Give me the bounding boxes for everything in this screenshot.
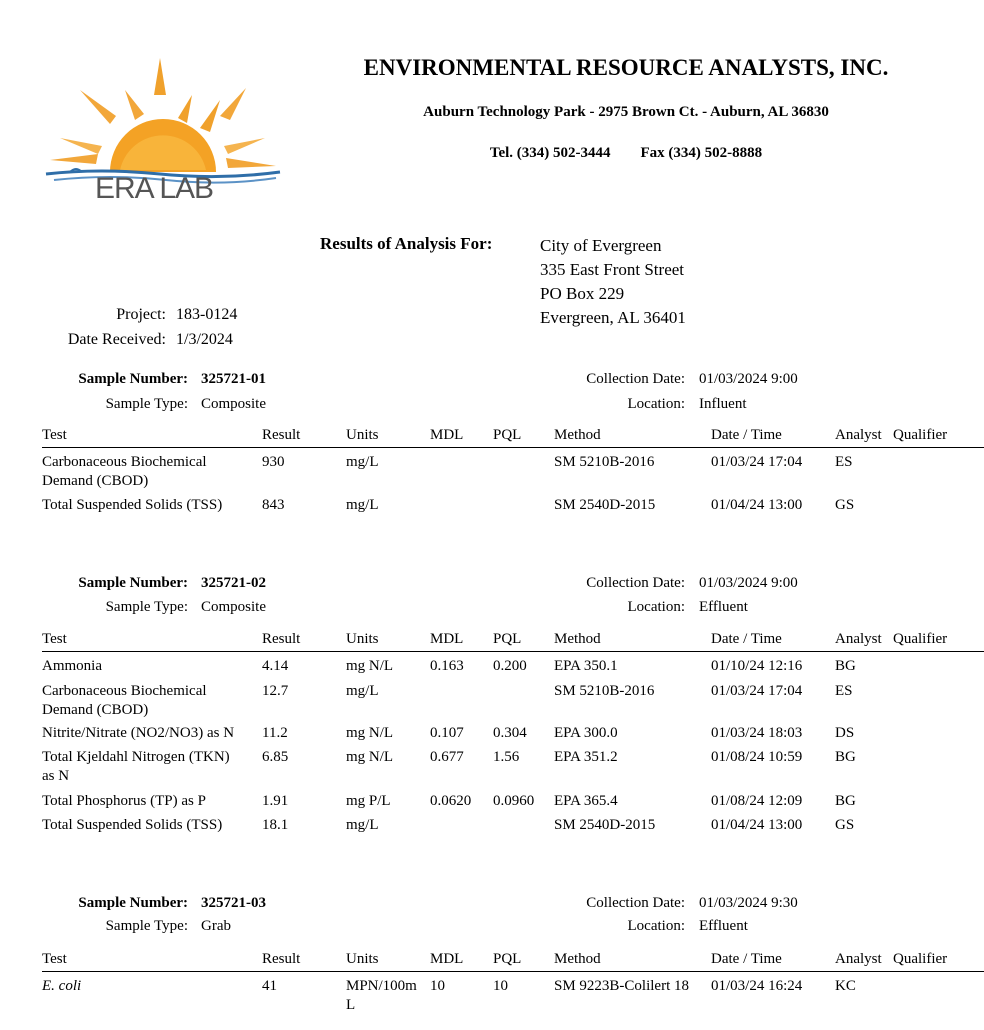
company-name: ENVIRONMENTAL RESOURCE ANALYSTS, INC. — [363, 55, 889, 80]
col-date-time: Date / Time — [711, 427, 782, 443]
table-header — [42, 631, 984, 652]
col-pql: PQL — [493, 427, 522, 443]
col-result: Result — [262, 427, 301, 443]
col-units: Units — [346, 427, 379, 443]
col-result: Result — [262, 631, 301, 647]
cell-result: 930 — [262, 454, 285, 470]
cell-test: Carbonaceous Biochemical Demand (CBOD) — [42, 683, 207, 718]
col-method: Method — [554, 951, 601, 967]
col-date-time: Date / Time — [711, 951, 782, 967]
cell-date-time: 01/10/24 12:16 — [711, 658, 803, 674]
col-result: Result — [262, 951, 301, 967]
col-method: Method — [554, 427, 601, 443]
cell-analyst: ES — [835, 683, 853, 699]
col-method: Method — [554, 631, 601, 647]
cell-method: EPA 365.4 — [554, 793, 618, 809]
project-label: Project: — [116, 306, 166, 323]
cell-mdl: 0.0620 — [430, 793, 472, 809]
cell-test: E. coli — [42, 978, 82, 994]
table-header — [42, 427, 984, 448]
sample-number-label: Sample Number: — [78, 895, 188, 911]
sample-type-value: Composite — [201, 599, 267, 615]
cell-date-time: 01/08/24 10:59 — [711, 749, 803, 765]
cell-date-time: 01/03/24 16:24 — [711, 978, 803, 994]
cell-test: Nitrite/Nitrate (NO2/NO3) as N — [42, 725, 235, 741]
col-pql: PQL — [493, 631, 522, 647]
cell-mdl: 10 — [430, 978, 445, 994]
client-address — [540, 234, 686, 330]
col-units: Units — [346, 631, 379, 647]
sample-number-value: 325721-01 — [201, 371, 266, 387]
cell-units: mg/L — [346, 683, 379, 699]
col-pql: PQL — [493, 951, 522, 967]
cell-result: 12.7 — [262, 683, 289, 699]
collection-date-label: Collection Date: — [586, 895, 685, 911]
col-units: Units — [346, 951, 379, 967]
collection-date-value: 01/03/2024 9:00 — [699, 575, 798, 591]
cell-pql: 1.56 — [493, 749, 520, 765]
sample-number-label: Sample Number: — [78, 371, 188, 387]
cell-date-time: 01/04/24 13:00 — [711, 817, 803, 833]
cell-mdl: 0.677 — [430, 749, 464, 765]
cell-analyst: GS — [835, 817, 855, 833]
sample-number-value: 325721-03 — [201, 895, 266, 911]
col-mdl: MDL — [430, 631, 464, 647]
cell-test: Total Phosphorus (TP) as P — [42, 793, 206, 809]
col-test: Test — [42, 951, 67, 967]
cell-pql: 0.304 — [493, 725, 527, 741]
cell-mdl: 0.107 — [430, 725, 464, 741]
location-value: Influent — [699, 396, 747, 412]
col-qualifier: Qualifier — [893, 427, 948, 443]
location-value: Effluent — [699, 918, 748, 934]
col-date-time: Date / Time — [711, 631, 782, 647]
fax-number: Fax (334) 502-8888 — [640, 145, 763, 161]
cell-test: Total Kjeldahl Nitrogen (TKN) as N — [42, 749, 230, 784]
cell-analyst: BG — [835, 749, 856, 765]
cell-date-time: 01/03/24 18:03 — [711, 725, 803, 741]
cell-analyst: BG — [835, 793, 856, 809]
location-value: Effluent — [699, 599, 748, 615]
col-mdl: MDL — [430, 951, 464, 967]
col-mdl: MDL — [430, 427, 464, 443]
cell-result: 11.2 — [262, 725, 288, 741]
col-test: Test — [42, 631, 67, 647]
cell-date-time: 01/03/24 17:04 — [711, 454, 803, 470]
sample-type-value: Composite — [201, 396, 267, 412]
client-line: Evergreen, AL 36401 — [540, 308, 686, 327]
cell-result: 41 — [262, 978, 277, 994]
cell-result: 843 — [262, 497, 285, 513]
cell-pql: 0.200 — [493, 658, 527, 674]
cell-method: SM 2540D-2015 — [554, 817, 656, 833]
cell-method: SM 5210B-2016 — [554, 454, 655, 470]
company-address: Auburn Technology Park - 2975 Brown Ct. - Auburn, AL 36830 — [423, 104, 829, 120]
cell-method: EPA 351.2 — [554, 749, 618, 765]
company-phone — [0, 145, 984, 162]
cell-result: 6.85 — [262, 749, 289, 765]
cell-pql: 10 — [493, 978, 508, 994]
cell-mdl: 0.163 — [430, 658, 464, 674]
cell-date-time: 01/08/24 12:09 — [711, 793, 803, 809]
sample-type-label: Sample Type: — [105, 396, 188, 412]
date-received-label: Date Received: — [67, 331, 166, 348]
tel-number: Tel. (334) 502-3444 — [489, 145, 611, 161]
location-label: Location: — [627, 599, 685, 615]
cell-analyst: KC — [835, 978, 856, 994]
cell-result: 18.1 — [262, 817, 289, 833]
cell-analyst: BG — [835, 658, 856, 674]
sample-type-label: Sample Type: — [105, 918, 188, 934]
cell-units: mg N/L — [346, 658, 394, 674]
project-value: 183-0124 — [176, 306, 238, 323]
cell-method: SM 2540D-2015 — [554, 497, 656, 513]
collection-date-label: Collection Date: — [586, 575, 685, 591]
cell-test: Total Suspended Solids (TSS) — [42, 817, 223, 833]
col-qualifier: Qualifier — [893, 951, 948, 967]
collection-date-value: 01/03/2024 9:00 — [699, 371, 798, 387]
cell-method: SM 9223B-Colilert 18 — [554, 978, 690, 994]
cell-analyst: DS — [835, 725, 855, 741]
col-test: Test — [42, 427, 67, 443]
collection-date-label: Collection Date: — [586, 371, 685, 387]
location-label: Location: — [627, 396, 685, 412]
collection-date-value: 01/03/2024 9:30 — [699, 895, 798, 911]
cell-units: mg/L — [346, 817, 379, 833]
cell-test: Total Suspended Solids (TSS) — [42, 497, 223, 513]
sample-type-value: Grab — [201, 918, 231, 934]
sample-number-label: Sample Number: — [78, 575, 188, 591]
col-qualifier: Qualifier — [893, 631, 948, 647]
col-analyst: Analyst — [835, 951, 882, 967]
cell-date-time: 01/03/24 17:04 — [711, 683, 803, 699]
cell-units: mg/L — [346, 497, 379, 513]
cell-units: mg P/L — [346, 793, 391, 809]
cell-date-time: 01/04/24 13:00 — [711, 497, 803, 513]
cell-result: 1.91 — [262, 793, 289, 809]
logo-text: ERA LAB — [95, 172, 214, 205]
cell-analyst: ES — [835, 454, 853, 470]
cell-method: EPA 300.0 — [554, 725, 618, 741]
results-for-label: Results of Analysis For: — [320, 234, 493, 253]
cell-units: MPN/100mL — [346, 978, 417, 1013]
cell-units: mg N/L — [346, 749, 394, 765]
client-line: PO Box 229 — [540, 284, 625, 303]
cell-units: mg N/L — [346, 725, 394, 741]
col-analyst: Analyst — [835, 427, 882, 443]
cell-analyst: GS — [835, 497, 855, 513]
sample-type-label: Sample Type: — [105, 599, 188, 615]
table-header — [42, 951, 984, 972]
cell-result: 4.14 — [262, 658, 289, 674]
sample-number-value: 325721-02 — [201, 575, 266, 591]
location-label: Location: — [627, 918, 685, 934]
cell-units: mg/L — [346, 454, 379, 470]
client-line: City of Evergreen — [540, 236, 662, 255]
cell-test: Carbonaceous Biochemical Demand (CBOD) — [42, 454, 207, 489]
cell-method: SM 5210B-2016 — [554, 683, 655, 699]
client-line: 335 East Front Street — [540, 260, 685, 279]
col-analyst: Analyst — [835, 631, 882, 647]
date-received-value: 1/3/2024 — [176, 331, 233, 348]
cell-pql: 0.0960 — [493, 793, 535, 809]
cell-test: Ammonia — [42, 658, 102, 674]
cell-method: EPA 350.1 — [554, 658, 618, 674]
